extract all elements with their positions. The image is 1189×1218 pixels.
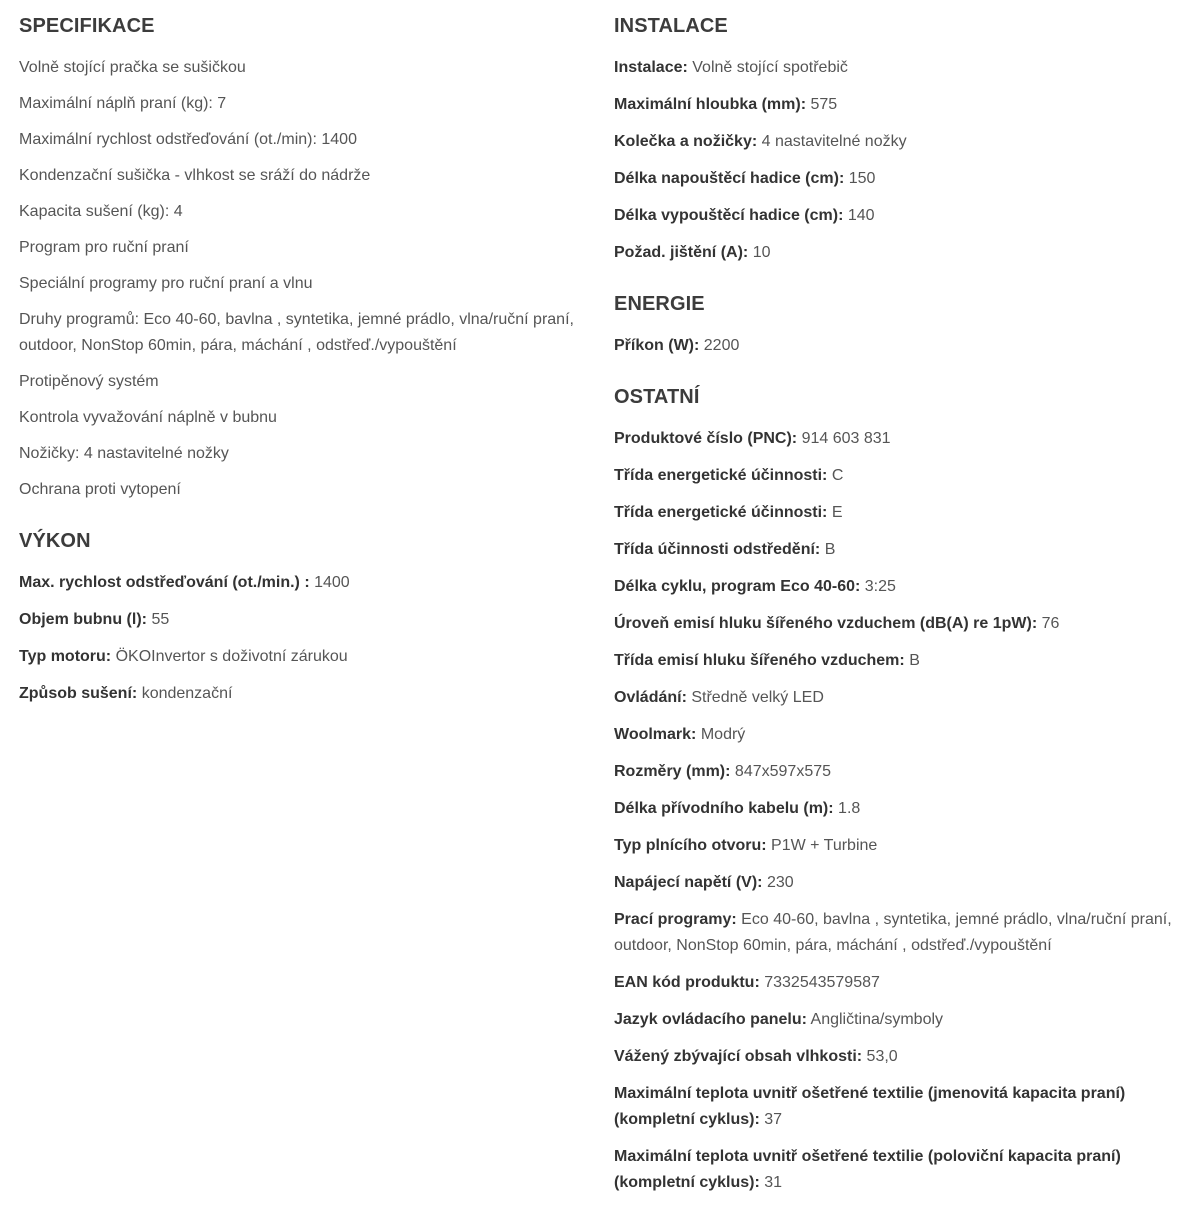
kv-key: Třída energetické účinnosti: — [614, 504, 828, 521]
spec-item: Druhy programů: Eco 40-60, bavlna , syntetika, jemné prádlo, vlna/ruční praní, outdoor, NonStop 60min, pára, máchání , odstřeď./vypouštění — [19, 311, 574, 354]
kv-row — [19, 681, 579, 707]
kv-key: Maximální teplota uvnitř ošetřené textilie (jmenovitá kapacita praní) (kompletní cyklus): — [614, 1085, 1126, 1128]
kv-value: 2200 — [703, 337, 740, 354]
kv-value: 575 — [810, 96, 838, 113]
spec-item: Maximální rychlost odstřeďování (ot./min): 1400 — [19, 131, 357, 148]
kv-value: Eco 40-60, bavlna , syntetika, jemné prádlo, vlna/ruční praní, outdoor, NonStop 60min, pára, máchání , odstřeď./vypouštění — [614, 911, 1172, 954]
section-instalace — [614, 14, 1174, 266]
kv-key: Délka vypouštěcí hadice (cm): — [614, 207, 844, 224]
kv-key: Ovládání: — [614, 689, 687, 706]
kv-value: 7332543579587 — [764, 974, 880, 991]
ostatni-list — [614, 426, 1174, 1196]
kv-key: Napájecí napětí (V): — [614, 874, 763, 891]
kv-row — [614, 870, 1174, 896]
kv-value: P1W + Turbine — [771, 837, 878, 854]
kv-key: Objem bubnu (l): — [19, 611, 147, 628]
kv-row — [614, 92, 1174, 118]
kv-key: Způsob sušení: — [19, 685, 138, 702]
section-title-energie: ENERGIE — [614, 293, 705, 315]
kv-row — [614, 574, 1174, 600]
kv-value: B — [909, 652, 920, 669]
kv-row — [19, 644, 579, 670]
energie-list — [614, 333, 1174, 359]
kv-row — [614, 907, 1174, 959]
kv-key: Prací programy: — [614, 911, 737, 928]
kv-row — [614, 463, 1174, 489]
kv-key: Kolečka a nožičky: — [614, 133, 758, 150]
spec-item: Kondenzační sušička - vlhkost se sráží do nádrže — [19, 167, 371, 184]
kv-key: Instalace: — [614, 59, 688, 76]
kv-key: Vážený zbývající obsah vlhkosti: — [614, 1048, 863, 1065]
kv-value: 1400 — [314, 574, 350, 591]
kv-value: 10 — [752, 244, 771, 261]
kv-row — [614, 203, 1174, 229]
kv-key: Maximální hloubka (mm): — [614, 96, 807, 113]
section-title-instalace: INSTALACE — [614, 15, 728, 37]
spec-item: Protipěnový systém — [19, 373, 159, 390]
kv-row — [614, 722, 1174, 748]
kv-row — [614, 55, 1174, 81]
kv-key: Produktové číslo (PNC): — [614, 430, 798, 447]
kv-value: Angličtina/symboly — [810, 1011, 944, 1028]
kv-row — [614, 1044, 1174, 1070]
kv-value: 140 — [847, 207, 875, 224]
kv-value: 914 603 831 — [801, 430, 891, 447]
kv-value: 3:25 — [864, 578, 896, 595]
instalace-list — [614, 55, 1174, 266]
kv-row — [614, 648, 1174, 674]
kv-key: EAN kód produktu: — [614, 974, 760, 991]
kv-row — [614, 611, 1174, 637]
kv-row — [614, 685, 1174, 711]
kv-value: Volně stojící spotřebič — [692, 59, 848, 76]
kv-key: Délka cyklu, program Eco 40-60: — [614, 578, 861, 595]
specifikace-list — [19, 55, 579, 503]
kv-key: Úroveň emisí hluku šířeného vzduchem (dB(A) re 1pW): — [614, 615, 1038, 632]
spec-item: Ochrana proti vytopení — [19, 481, 181, 498]
kv-key: Maximální teplota uvnitř ošetřené textilie (poloviční kapacita praní) (kompletní cyklus): — [614, 1148, 1121, 1191]
kv-key: Třída účinnosti odstředění: — [614, 541, 821, 558]
kv-row — [614, 796, 1174, 822]
kv-key: Jazyk ovládacího panelu: — [614, 1011, 807, 1028]
kv-key: Typ motoru: — [19, 648, 112, 665]
vykon-list — [19, 570, 579, 707]
section-title-ostatni: OSTATNÍ — [614, 386, 700, 408]
kv-row — [614, 129, 1174, 155]
section-specifikace — [19, 14, 579, 503]
kv-row — [614, 426, 1174, 452]
kv-value: B — [824, 541, 836, 558]
kv-value: E — [831, 504, 843, 521]
kv-value: 76 — [1041, 615, 1060, 632]
kv-value: kondenzační — [141, 685, 233, 702]
kv-row — [614, 166, 1174, 192]
kv-value: 230 — [766, 874, 794, 891]
section-energie — [614, 292, 1174, 359]
kv-key: Třída energetické účinnosti: — [614, 467, 828, 484]
section-title-vykon: VÝKON — [19, 530, 91, 552]
kv-row — [614, 537, 1174, 563]
kv-row — [614, 500, 1174, 526]
kv-key: Délka přívodního kabelu (m): — [614, 800, 834, 817]
right-column — [614, 0, 1174, 1207]
kv-key: Požad. jištění (A): — [614, 244, 749, 261]
kv-row — [19, 607, 579, 633]
spec-item: Kontrola vyvažování náplně v bubnu — [19, 409, 277, 426]
kv-value: 1.8 — [838, 800, 861, 817]
kv-key: Woolmark: — [614, 726, 697, 743]
kv-key: Třída emisí hluku šířeného vzduchem: — [614, 652, 905, 669]
kv-value: 31 — [764, 1174, 783, 1191]
kv-value: 53,0 — [866, 1048, 898, 1065]
spec-item: Program pro ruční praní — [19, 239, 189, 256]
spec-item: Maximální náplň praní (kg): 7 — [19, 95, 227, 112]
kv-row — [614, 333, 1174, 359]
kv-row — [614, 970, 1174, 996]
spec-item: Speciální programy pro ruční praní a vlnu — [19, 275, 313, 292]
kv-row — [614, 759, 1174, 785]
spec-item: Kapacita sušení (kg): 4 — [19, 203, 183, 220]
kv-value: 150 — [848, 170, 876, 187]
kv-row — [614, 1007, 1174, 1033]
left-column — [19, 0, 579, 718]
section-ostatni — [614, 385, 1174, 1196]
kv-value: C — [831, 467, 844, 484]
kv-row — [19, 570, 579, 596]
kv-row — [614, 1144, 1174, 1196]
section-title-specifikace: SPECIFIKACE — [19, 15, 155, 37]
kv-row — [614, 833, 1174, 859]
section-vykon — [19, 529, 579, 707]
kv-value: ÖKOInvertor s doživotní zárukou — [115, 648, 348, 665]
kv-key: Rozměry (mm): — [614, 763, 731, 780]
kv-key: Max. rychlost odstřeďování (ot./min.) : — [19, 574, 310, 591]
kv-key: Příkon (W): — [614, 337, 700, 354]
kv-row — [614, 1081, 1174, 1133]
spec-item: Nožičky: 4 nastavitelné nožky — [19, 445, 229, 462]
kv-value: 847x597x575 — [734, 763, 832, 780]
kv-value: Středně velký LED — [691, 689, 824, 706]
kv-row — [614, 240, 1174, 266]
kv-value: 55 — [151, 611, 170, 628]
kv-value: 37 — [764, 1111, 783, 1128]
kv-value: Modrý — [700, 726, 746, 743]
kv-key: Délka napouštěcí hadice (cm): — [614, 170, 845, 187]
kv-key: Typ plnícího otvoru: — [614, 837, 767, 854]
kv-value: 4 nastavitelné nožky — [761, 133, 907, 150]
spec-item: Volně stojící pračka se sušičkou — [19, 59, 246, 76]
